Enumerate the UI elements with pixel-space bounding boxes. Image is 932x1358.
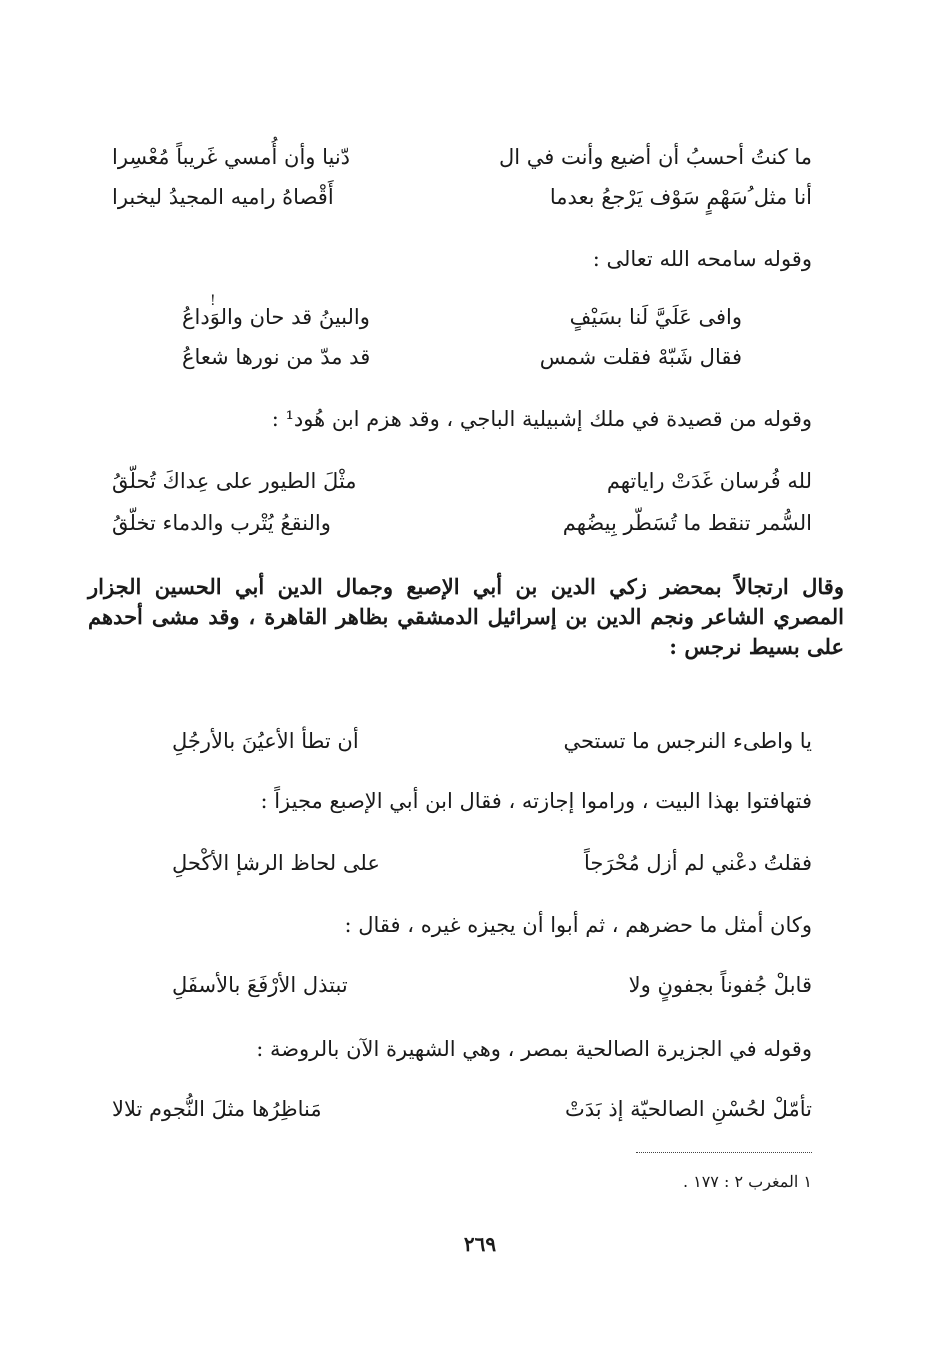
hemistich-right: لله فُرسان غَدَتْ راياتهم xyxy=(606,469,812,493)
hemistich-right: السُّمر تنقط ما تُسَطّر بِيضُهم xyxy=(562,511,812,535)
page-number: ٢٦٩ xyxy=(463,1232,497,1256)
verse-line xyxy=(112,466,812,496)
hemistich-right: تأمّلْ لحُسْنِ الصالحيّة إذ بَدَتْ xyxy=(565,1097,812,1121)
verse-line xyxy=(112,142,812,172)
hemistich-right: فقلتُ دعْني لم أزل مُحْرَجاً xyxy=(583,851,812,875)
hemistich-left: أَقْصاهُ راميه المجيدُ ليخبرا xyxy=(112,185,334,209)
hemistich-right: قابلْ جُفوناً بجفونٍ ولا xyxy=(628,973,812,997)
intro-line: وقوله سامحه الله تعالى : xyxy=(592,247,812,271)
prose-paragraph: وقال ارتجالاً بمحضر زكي الدين بن أبي الإصبع وجمال الدين أبي الحسين الجزار المصري الشاعر ونجم الدين بن إسرائيل الدمشقي بظاهر القاهرة ، وقد مشى أحدهم على بسيط نرجس : xyxy=(88,574,844,659)
hemistich-right: ما كنتُ أحسبُ أن أضيع وأنت في ال xyxy=(498,145,812,169)
hemistich-left: والبينُ قد حان والوَداعُ xyxy=(182,305,370,329)
footnote-divider xyxy=(636,1152,812,1153)
intro-line: وكان أمثل ما حضرهم ، ثم أبوا أن يجيزه غيره ، فقال : xyxy=(344,913,812,937)
hemistich-left: مَناظِرُها مثلَ النُّجوم تلالا xyxy=(112,1097,322,1121)
hemistich-left: دّنيا وأن أُمسي غَريباً مُعْسِرا xyxy=(112,145,351,169)
verse-line xyxy=(172,970,812,1000)
verse-line xyxy=(172,726,812,756)
intro-line: فتهافتوا بهذا البيت ، وراموا إجازته ، فقال ابن أبي الإصبع مجيزاً : xyxy=(260,789,812,813)
verse-line xyxy=(112,182,812,212)
hemistich-left: على لحاظ الرشإ الأكْحلِ xyxy=(172,851,380,875)
verse-line xyxy=(182,302,742,332)
intro-line: وقوله في الجزيرة الصالحية بمصر ، وهي الشهيرة الآن بالروضة : xyxy=(256,1037,812,1061)
hemistich-left: تبتذل الأرْفَعَ بالأسفَلِ xyxy=(172,973,348,997)
hemistich-left: قد مدّ من نورها شعاعُ xyxy=(182,345,371,369)
intro-line: وقوله من قصيدة في ملك إشبيلية الباجي ، وقد هزم ابن هُود¹ : xyxy=(271,407,812,431)
verse-line xyxy=(112,1094,812,1124)
hemistich-right: فقال شَبّهْ فقلت شمس xyxy=(539,345,742,369)
margin-mark: ! xyxy=(210,293,216,309)
verse-line xyxy=(182,342,742,372)
hemistich-left: أن تطأ الأعيُنَ بالأرجُلِ xyxy=(172,729,359,753)
hemistich-right: أنا مثل ُسَهْمٍ سَوْف يَرْجعُ بعدما xyxy=(549,185,812,209)
hemistich-left: والنقعُ يُتْرب والدماء تخلّقُ xyxy=(112,511,331,535)
verse-line xyxy=(112,508,812,538)
hemistich-right: يا واطىء النرجس ما تستحي xyxy=(563,729,812,753)
hemistich-left: مثْلَ الطيور على عِداكَ تُحلّقُ xyxy=(112,469,357,493)
hemistich-right: وافى عَلَيَّ لَنا بسَيْفٍ xyxy=(569,305,742,329)
verse-line xyxy=(172,848,812,878)
footnote: ١ المغرب ٢ : ١٧٧ . xyxy=(682,1172,812,1191)
